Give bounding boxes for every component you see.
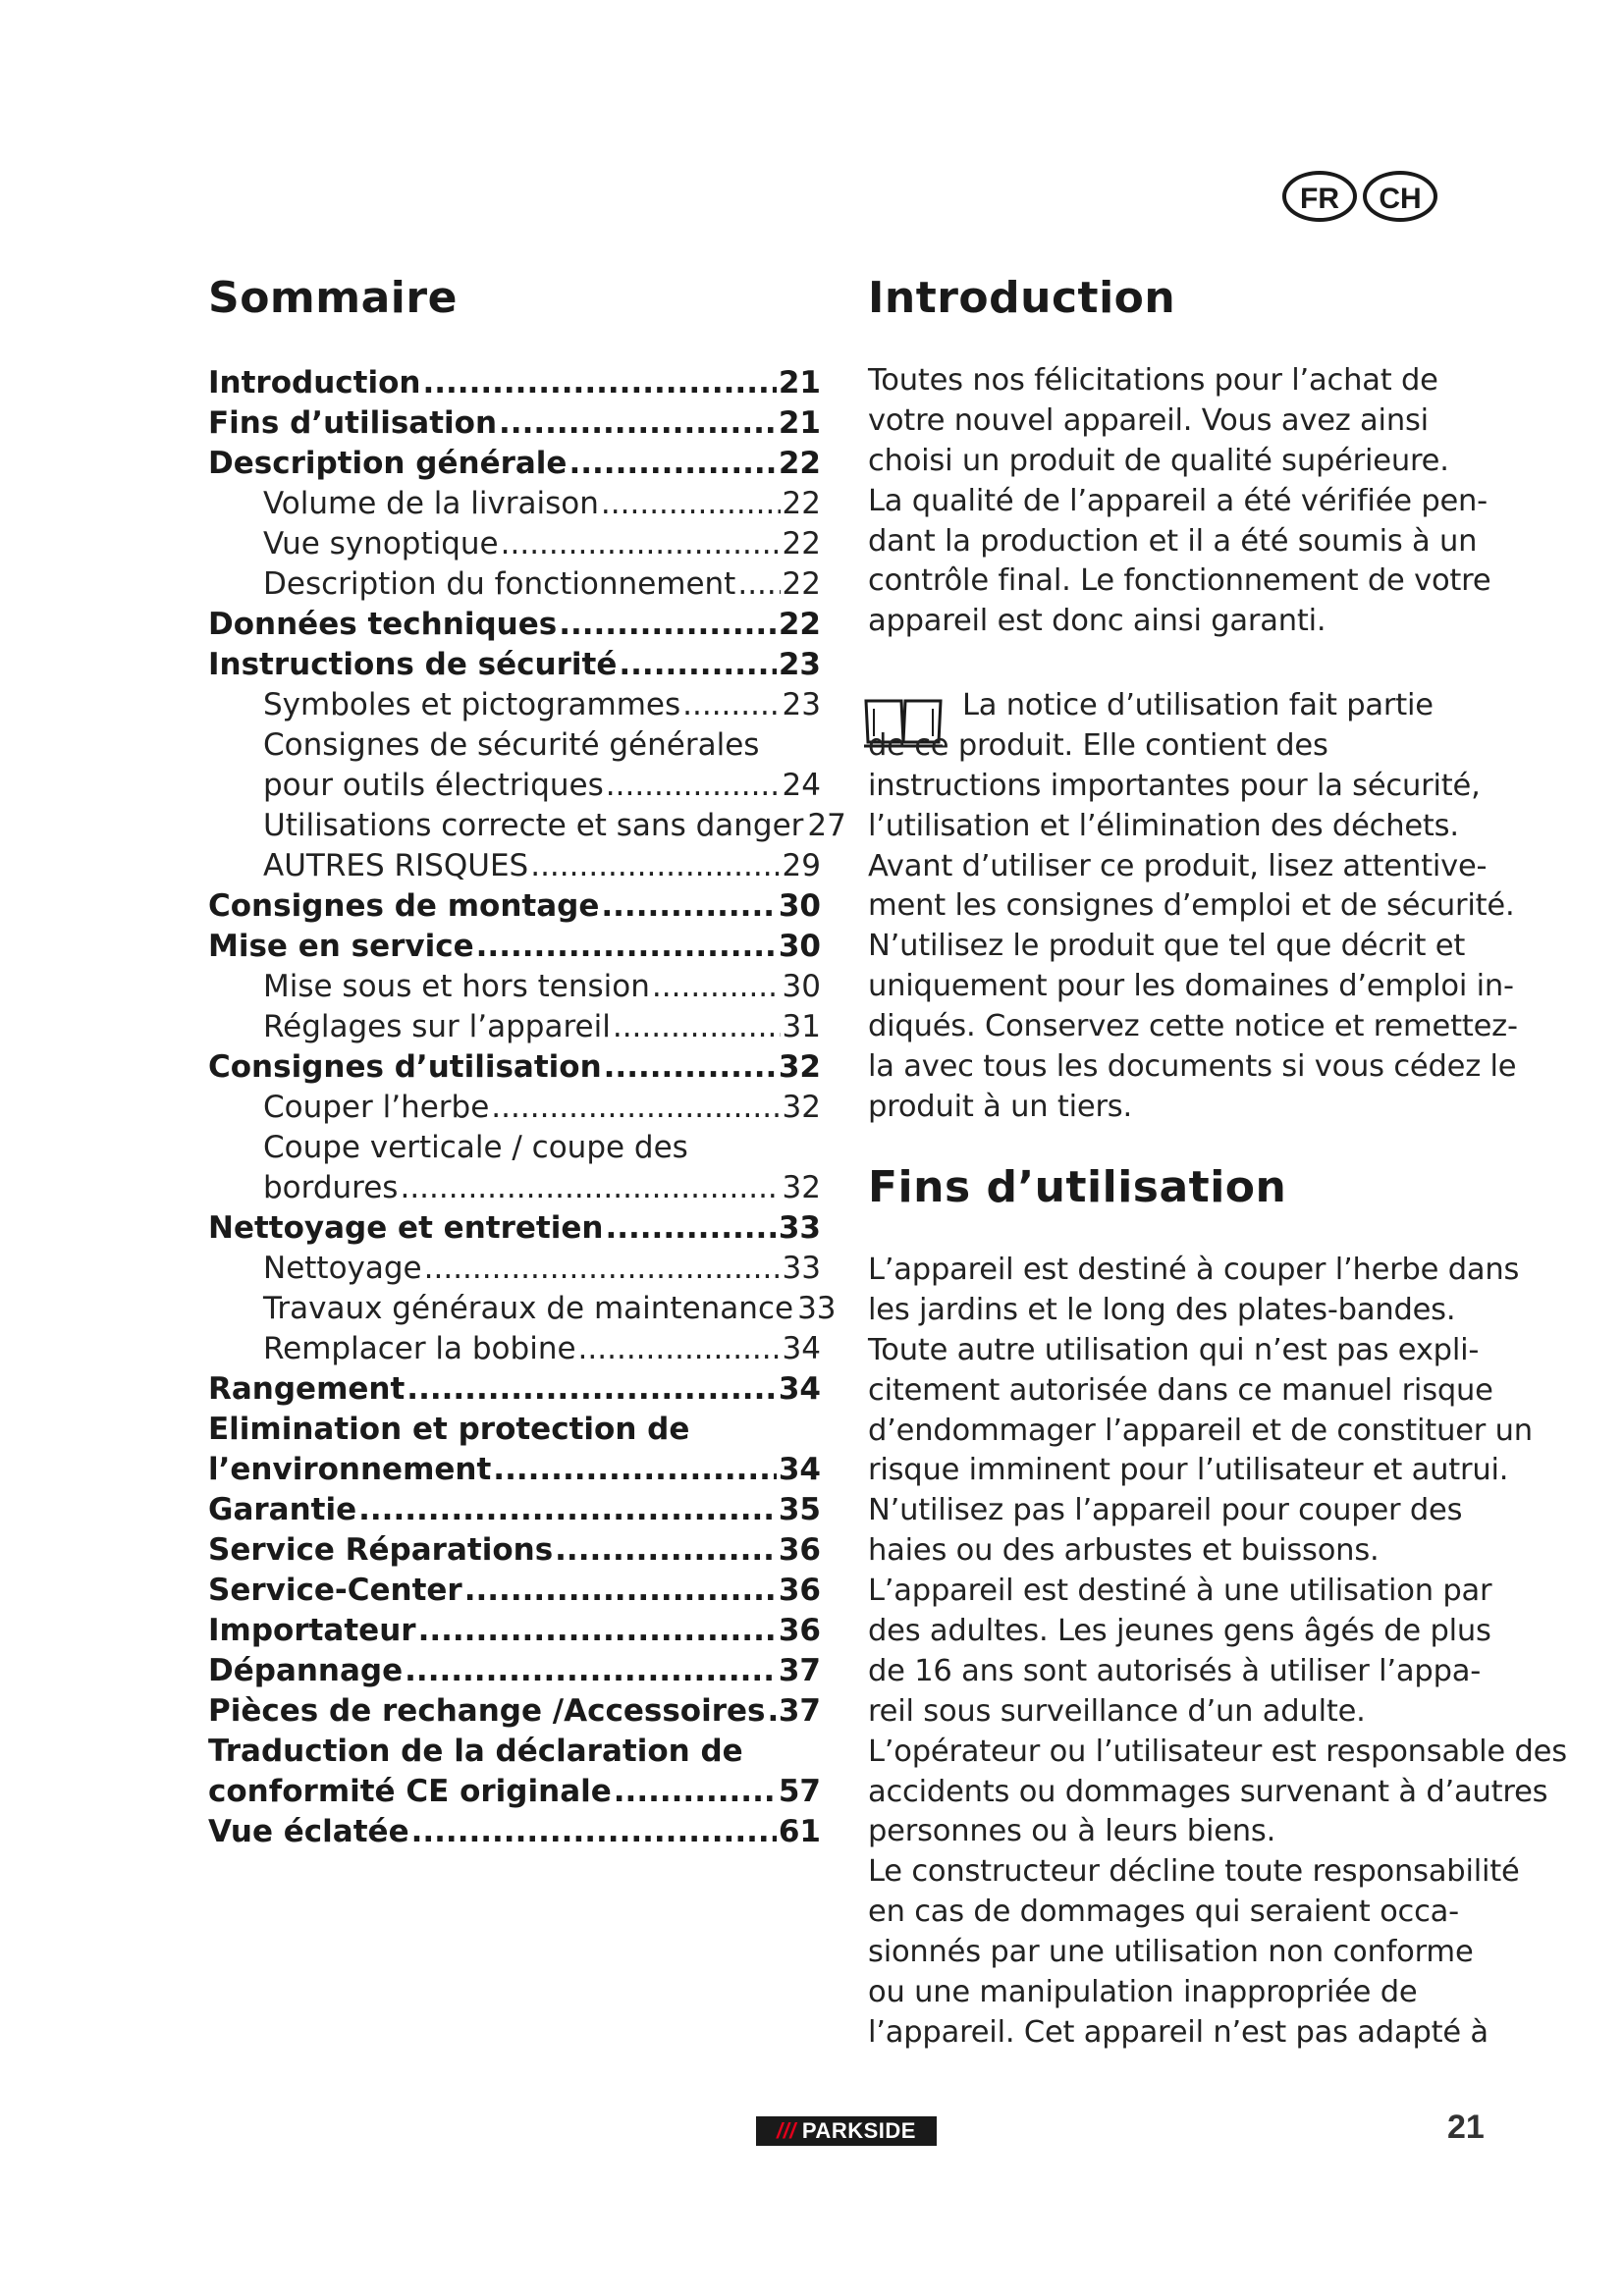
toc-entry-page: 34 — [778, 1452, 821, 1487]
toc-entry-title: Service Réparations — [208, 1532, 554, 1568]
toc-leader-dots — [613, 1009, 781, 1044]
toc-entry-page: 21 — [778, 405, 821, 441]
toc-leader-dots — [491, 1090, 780, 1125]
toc-entry-title: AUTRES RISQUES — [263, 848, 529, 883]
page-number: 21 — [1447, 2109, 1485, 2146]
text-line: l’utilisation et l’élimination des déchets. — [868, 808, 1459, 843]
text-line: L’appareil est destiné à couper l’herbe dans — [868, 1253, 1520, 1287]
toc-entry-title: Vue éclatée — [208, 1814, 409, 1849]
toc-leader-dots — [501, 526, 781, 561]
toc-entry-title: Consignes d’utilisation — [208, 1049, 602, 1085]
toc-entry-page: 33 — [797, 1291, 837, 1326]
text-line: en cas de dommages qui seraient occa- — [868, 1895, 1459, 1930]
toc-entry-title: Nettoyage — [263, 1251, 422, 1286]
toc-entry-title: Instructions de sécurité — [208, 647, 618, 682]
text-line: reil sous surveillance d’un adulte. — [868, 1693, 1366, 1729]
toc-entry — [208, 647, 821, 687]
text-line: citement autorisée dans ce manuel risque — [868, 1372, 1493, 1408]
toc-entry-page: 32 — [782, 1090, 821, 1125]
toc-entry-page: 37 — [778, 1653, 821, 1688]
toc-entry — [208, 1653, 821, 1693]
toc-leader-dots — [601, 486, 781, 521]
toc-entry-title: pour outils électriques — [263, 768, 604, 803]
toc-entry — [208, 1532, 821, 1573]
toc-entry-page: 23 — [778, 647, 821, 682]
toc-entry-title: Nettoyage et entretien — [208, 1210, 604, 1246]
text-line: appareil est donc ainsi garanti. — [868, 604, 1326, 639]
toc-entry — [208, 687, 821, 727]
toc-leader-dots — [405, 1653, 777, 1688]
toc-entry-page: 22 — [782, 486, 821, 521]
toc-entry — [208, 969, 821, 1009]
toc-entry-title: Données techniques — [208, 607, 558, 642]
toc-leader-dots — [605, 1210, 776, 1246]
toc-entry — [208, 848, 821, 888]
brand-name: PARKSIDE — [801, 2118, 916, 2143]
toc-leader-dots — [614, 1774, 777, 1809]
toc-entry-title: Elimination et protection de — [208, 1412, 690, 1447]
toc-entry-title: Description du fonctionnement — [263, 566, 736, 602]
toc-entry — [208, 1009, 821, 1049]
text-line: dant la production et il a été soumis à un — [868, 523, 1478, 559]
toc-entry — [208, 808, 846, 848]
toc-entry-title: bordures — [263, 1170, 399, 1205]
toc-entry-page: 34 — [782, 1331, 821, 1366]
toc-entry-title: Traduction de la déclaration de — [208, 1734, 743, 1769]
fins-utilisation-heading: Fins d’utilisation — [868, 1162, 1287, 1212]
toc-leader-dots — [476, 929, 777, 964]
toc-entry-title: l’environnement — [208, 1452, 492, 1487]
toc-heading: Sommaire — [208, 273, 458, 323]
toc-entry-title: Mise sous et hors tension — [263, 969, 650, 1004]
toc-entry — [208, 1210, 821, 1251]
text-line: Toutes nos félicitations pour l’achat de — [868, 363, 1438, 398]
text-line: N’utilisez le produit que tel que décrit et — [868, 929, 1466, 964]
toc-entry-title: Introduction — [208, 365, 421, 400]
toc-entry-title: Remplacer la bobine — [263, 1331, 576, 1366]
text-line: haies ou des arbustes et buissons. — [868, 1533, 1380, 1569]
toc-entry-title: Réglages sur l’appareil — [263, 1009, 611, 1044]
text-line: La qualité de l’appareil a été vérifiée pen- — [868, 483, 1488, 518]
toc-entry-page: 22 — [782, 566, 821, 602]
toc-entry — [208, 566, 821, 607]
toc-entry — [208, 1774, 821, 1814]
toc-leader-dots — [604, 1049, 777, 1085]
toc-leader-dots — [767, 1693, 776, 1729]
text-line: Avant d’utiliser ce produit, lisez attentive- — [868, 848, 1488, 883]
toc-leader-dots — [652, 969, 781, 1004]
toc-leader-dots — [682, 687, 780, 722]
text-line: accidents ou dommages survenant à d’autres — [868, 1774, 1548, 1809]
text-line: ou une manipulation inappropriée de — [868, 1975, 1418, 2010]
toc-leader-dots — [418, 1613, 777, 1648]
toc-entry-title: Travaux généraux de maintenance — [263, 1291, 794, 1326]
toc-leader-dots — [619, 647, 777, 682]
toc-entry — [208, 1492, 821, 1532]
toc-entry-page: 21 — [778, 365, 821, 400]
toc-entry — [208, 405, 821, 446]
toc-entry-page: 57 — [778, 1774, 821, 1809]
lang-badge-ch: CH — [1363, 171, 1437, 222]
toc-leader-dots — [578, 1331, 781, 1366]
toc-leader-dots — [400, 1170, 780, 1205]
toc-entry — [208, 1613, 821, 1653]
text-line: d’endommager l’appareil et de constituer un — [868, 1413, 1533, 1448]
toc-entry — [208, 486, 821, 526]
toc-entry — [208, 1693, 821, 1734]
toc-entry-page: 30 — [782, 969, 821, 1004]
toc-leader-dots — [464, 1573, 777, 1608]
text-line: des adultes. Les jeunes gens âgés de plus — [868, 1614, 1491, 1649]
text-line: contrôle final. Le fonctionnement de votre — [868, 563, 1491, 599]
text-line: uniquement pour les domaines d’emploi in- — [868, 969, 1514, 1004]
toc-entry-page: 36 — [778, 1613, 821, 1648]
toc-entry-title: Service-Center — [208, 1573, 462, 1608]
text-line: La notice d’utilisation fait partie — [962, 688, 1434, 722]
text-line: instructions importantes pour la sécurité, — [868, 768, 1481, 803]
table-of-contents — [208, 365, 846, 1854]
toc-entry — [208, 1412, 821, 1452]
text-line: Toute autre utilisation qui n’est pas expli- — [868, 1332, 1480, 1367]
toc-entry — [208, 1049, 821, 1090]
toc-entry — [208, 1251, 821, 1291]
toc-leader-dots — [493, 1452, 777, 1487]
toc-entry-page: 37 — [778, 1693, 821, 1729]
toc-entry — [208, 1090, 821, 1130]
text-line: sionnés par une utilisation non conforme — [868, 1935, 1474, 1970]
toc-entry-page: 30 — [778, 888, 821, 924]
parkside-logo — [756, 2116, 937, 2146]
toc-entry — [208, 1734, 821, 1774]
toc-entry-title: Rangement — [208, 1371, 406, 1407]
toc-entry-page: 32 — [782, 1170, 821, 1205]
toc-entry-page: 32 — [778, 1049, 821, 1085]
introduction-heading: Introduction — [868, 273, 1176, 323]
toc-entry-title: Couper l’herbe — [263, 1090, 490, 1125]
toc-leader-dots — [411, 1814, 777, 1849]
toc-entry-title: Mise en service — [208, 929, 474, 964]
toc-entry-title: Coupe verticale / coupe des — [263, 1130, 688, 1165]
toc-leader-dots — [606, 768, 781, 803]
toc-entry — [208, 1371, 821, 1412]
toc-entry — [208, 1452, 821, 1492]
toc-leader-dots — [530, 848, 780, 883]
fins-utilisation-paragraph — [868, 1253, 1567, 2056]
text-line: l’appareil. Cet appareil n’est pas adapté à — [868, 2014, 1489, 2050]
text-line: personnes ou à leurs biens. — [868, 1814, 1276, 1849]
toc-entry-page: 22 — [778, 607, 821, 642]
text-line: risque imminent pour l’utilisateur et autrui. — [868, 1453, 1509, 1488]
toc-entry — [208, 365, 821, 405]
text-line: votre nouvel appareil. Vous avez ainsi — [868, 402, 1429, 438]
text-line: ment les consignes d’emploi et de sécurité. — [868, 888, 1515, 924]
toc-leader-dots — [601, 888, 777, 924]
toc-leader-dots — [499, 405, 777, 441]
text-line: L’opérateur ou l’utilisateur est responsable des — [868, 1734, 1567, 1769]
toc-entry-page: 34 — [778, 1371, 821, 1407]
toc-entry — [208, 1814, 821, 1854]
toc-entry-page: 33 — [778, 1210, 821, 1246]
toc-entry — [208, 446, 821, 486]
toc-entry-title: Importateur — [208, 1613, 416, 1648]
toc-leader-dots — [406, 1371, 777, 1407]
toc-entry-page: 33 — [782, 1251, 821, 1286]
toc-entry-page: 24 — [782, 768, 821, 803]
toc-entry — [208, 526, 821, 566]
toc-entry-page: 31 — [782, 1009, 821, 1044]
toc-entry-page: 36 — [778, 1573, 821, 1608]
toc-entry-title: Description générale — [208, 446, 568, 481]
toc-leader-dots — [737, 566, 780, 602]
toc-entry-title: Utilisations correcte et sans danger — [263, 808, 804, 843]
toc-entry — [208, 727, 821, 768]
toc-entry-title: Fins d’utilisation — [208, 405, 498, 441]
text-line: produit à un tiers. — [868, 1089, 1132, 1124]
text-line: les jardins et le long des plates-bandes. — [868, 1292, 1456, 1327]
toc-entry-title: Consignes de montage — [208, 888, 600, 924]
toc-entry-title: Symboles et pictogrammes — [263, 687, 681, 722]
toc-leader-dots — [559, 607, 777, 642]
text-line: N’utilisez pas l’appareil pour couper des — [868, 1493, 1463, 1528]
toc-entry — [208, 768, 821, 808]
toc-entry-page: 23 — [782, 687, 821, 722]
toc-entry-page: 30 — [778, 929, 821, 964]
toc-entry-title: Consignes de sécurité générales — [263, 727, 760, 763]
intro-paragraph-1 — [868, 363, 1496, 644]
text-line: Le constructeur décline toute responsabilité — [868, 1854, 1520, 1890]
toc-entry — [208, 1130, 821, 1170]
text-line: de 16 ans sont autorisés à utiliser l’appa- — [868, 1653, 1482, 1688]
toc-entry — [208, 1170, 821, 1210]
logo-stripes-icon: /// — [777, 2118, 796, 2143]
toc-entry-page: 35 — [778, 1492, 821, 1527]
toc-entry-title: conformité CE originale — [208, 1774, 612, 1809]
intro-paragraph-2 — [868, 688, 1518, 1130]
lang-badge-fr: FR — [1282, 171, 1357, 222]
language-badges — [1282, 171, 1437, 222]
toc-leader-dots — [568, 446, 776, 481]
toc-entry-page: 36 — [778, 1532, 821, 1568]
toc-leader-dots — [422, 365, 776, 400]
toc-entry-title: Pièces de rechange /Accessoires — [208, 1693, 766, 1729]
toc-entry — [208, 888, 821, 929]
toc-entry-title: Vue synoptique — [263, 526, 499, 561]
toc-entry — [208, 1573, 821, 1613]
toc-entry-page: 22 — [782, 526, 821, 561]
toc-entry — [208, 1291, 837, 1331]
toc-entry — [208, 607, 821, 647]
toc-entry-page: 29 — [782, 848, 821, 883]
toc-leader-dots — [555, 1532, 777, 1568]
toc-entry-page: 22 — [778, 446, 821, 481]
toc-entry — [208, 1331, 821, 1371]
text-line: L’appareil est destiné à une utilisation par — [868, 1574, 1492, 1609]
text-line: la avec tous les documents si vous cédez le — [868, 1049, 1517, 1085]
toc-entry-title: Dépannage — [208, 1653, 404, 1688]
toc-entry-title: Volume de la livraison — [263, 486, 599, 521]
toc-leader-dots — [424, 1251, 781, 1286]
toc-leader-dots — [358, 1492, 777, 1527]
text-line: choisi un produit de qualité supérieure. — [868, 443, 1449, 478]
toc-entry — [208, 929, 821, 969]
toc-entry-title: Garantie — [208, 1492, 357, 1527]
text-line: diqués. Conservez cette notice et remettez- — [868, 1009, 1518, 1044]
text-line: de ce produit. Elle contient des — [868, 727, 1328, 763]
toc-entry-page: 61 — [778, 1814, 821, 1849]
toc-entry-page: 27 — [807, 808, 846, 843]
